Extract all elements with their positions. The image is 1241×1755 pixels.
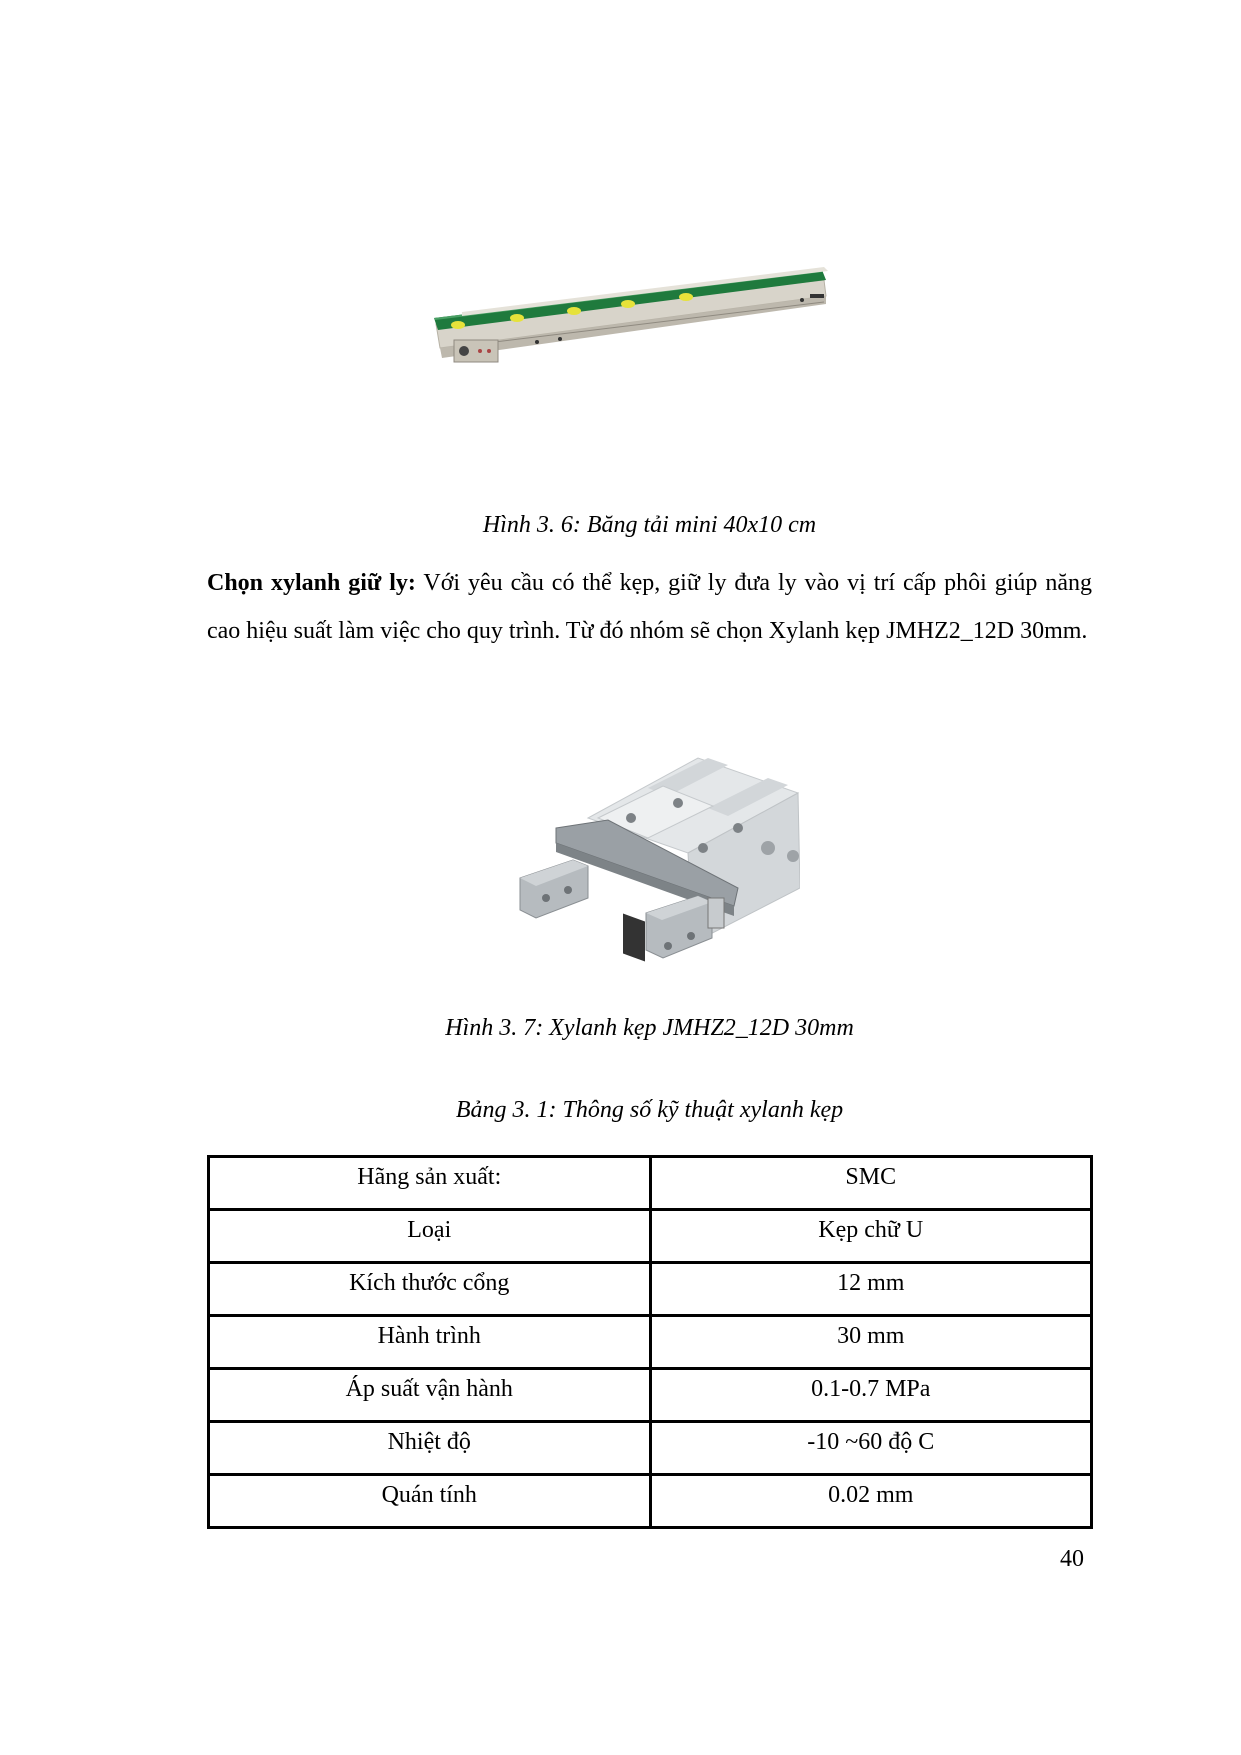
spec-value: Kẹp chữ U xyxy=(650,1210,1092,1263)
spec-value: 12 mm xyxy=(650,1263,1092,1316)
paragraph-lead: Chọn xylanh giữ ly: xyxy=(207,570,416,596)
table-row xyxy=(209,1210,1092,1263)
spec-label: Kích thước cổng xyxy=(209,1263,651,1316)
page-number: 40 xyxy=(1060,1546,1084,1572)
spec-table xyxy=(207,1155,1093,1529)
spec-value: 0.02 mm xyxy=(650,1475,1092,1528)
body-paragraph xyxy=(207,560,1092,655)
spec-label: Loại xyxy=(209,1210,651,1263)
table-row xyxy=(209,1263,1092,1316)
spec-value: -10 ~60 độ C xyxy=(650,1422,1092,1475)
table-row xyxy=(209,1422,1092,1475)
spec-value: 30 mm xyxy=(650,1316,1092,1369)
spec-label: Nhiệt độ xyxy=(209,1422,651,1475)
spec-label: Quán tính xyxy=(209,1475,651,1528)
spec-label: Hãng sản xuất: xyxy=(209,1157,651,1210)
table-caption: Bảng 3. 1: Thông số kỹ thuật xylanh kẹp xyxy=(455,1097,844,1123)
spec-label: Áp suất vận hành xyxy=(209,1369,651,1422)
figure-caption: Hình 3. 6: Băng tải mini 40x10 cm xyxy=(482,512,817,538)
figure-caption: Hình 3. 7: Xylanh kẹp JMHZ2_12D 30mm xyxy=(445,1015,854,1041)
table-row xyxy=(209,1316,1092,1369)
spec-label: Hành trình xyxy=(209,1316,651,1369)
table-row xyxy=(209,1475,1092,1528)
pneumatic-gripper-image xyxy=(498,748,800,963)
spec-value: SMC xyxy=(650,1157,1092,1210)
spec-value: 0.1-0.7 MPa xyxy=(650,1369,1092,1422)
conveyor-belt-image xyxy=(432,262,852,392)
paragraph-text: Với yêu cầu có thể kẹp, giữ ly đưa ly vào vị trí cấp phôi giúp năng cao hiệu suất làm việc cho quy trình. Từ đó nhóm sẽ chọn Xylanh kẹp JMHZ2_12D 30mm. xyxy=(207,570,1093,644)
table-row xyxy=(209,1157,1092,1210)
table-row xyxy=(209,1369,1092,1422)
